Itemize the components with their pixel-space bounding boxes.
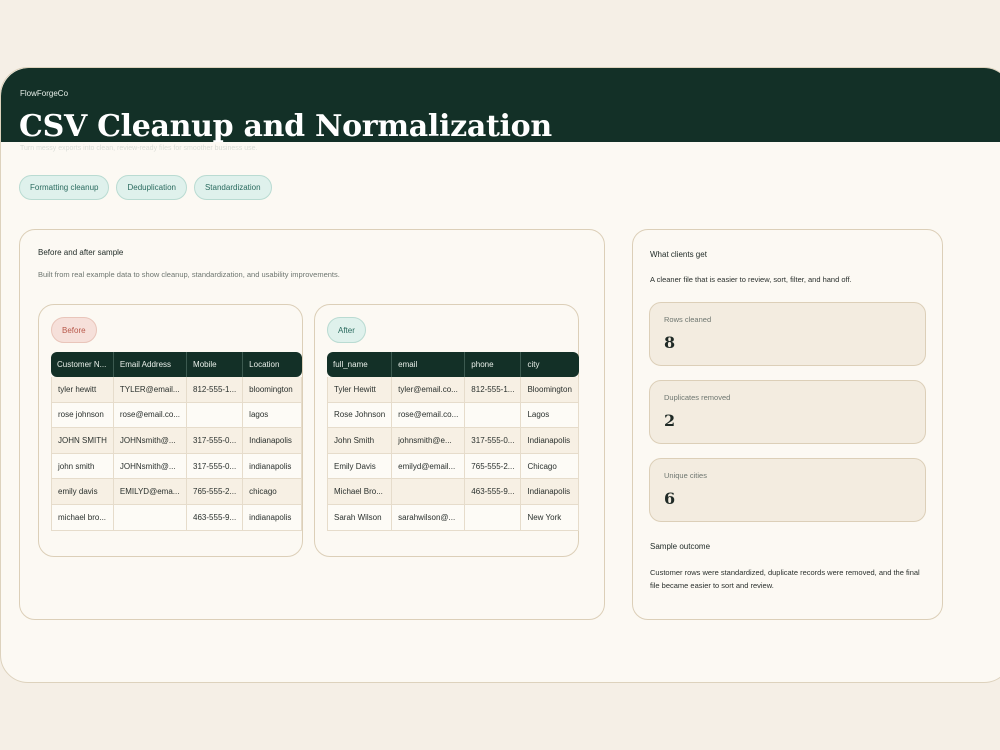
sample-card <box>19 229 605 620</box>
table-cell <box>392 479 465 505</box>
column-header[interactable]: Email Address <box>114 352 187 377</box>
stat-label: Unique cities <box>664 471 707 480</box>
table-cell <box>465 403 521 429</box>
outcome-title: Sample outcome <box>650 542 711 551</box>
table-cell: rose@email.co... <box>392 403 465 429</box>
table-cell: rose johnson <box>51 403 114 429</box>
table-cell: TYLER@email... <box>114 377 187 403</box>
table-cell: Rose Johnson <box>327 403 392 429</box>
table-row <box>327 505 579 531</box>
column-header[interactable]: phone <box>465 352 521 377</box>
table-row <box>327 479 579 505</box>
table-row <box>327 377 579 403</box>
table-cell: emilyd@email... <box>392 454 465 480</box>
stat-value: 8 <box>664 333 676 352</box>
table-cell: John Smith <box>327 428 392 454</box>
table-cell: sarahwilson@... <box>392 505 465 531</box>
column-header[interactable]: Mobile <box>187 352 243 377</box>
table-cell: tyler@email.co... <box>392 377 465 403</box>
stat-label: Duplicates removed <box>664 393 731 402</box>
table-cell: Tyler Hewitt <box>327 377 392 403</box>
table-cell: EMILYD@ema... <box>114 479 187 505</box>
column-header[interactable]: full_name <box>327 352 392 377</box>
table-cell: Indianapolis <box>243 428 302 454</box>
table-row <box>51 505 302 531</box>
chip-standardization[interactable]: Standardization <box>194 175 272 200</box>
after-badge: After <box>327 317 366 343</box>
table-cell: tyler hewitt <box>51 377 114 403</box>
chip-deduplication[interactable]: Deduplication <box>116 175 186 200</box>
service-chips <box>19 175 272 200</box>
table-cell: 317-555-0... <box>465 428 521 454</box>
table-row <box>51 377 302 403</box>
table-cell: 812-555-1... <box>465 377 521 403</box>
table-cell: emily davis <box>51 479 114 505</box>
column-header[interactable]: Location <box>243 352 302 377</box>
app-shell <box>0 67 1000 683</box>
table-cell: Indianapolis <box>521 479 578 505</box>
table-cell <box>465 505 521 531</box>
brand-name: FlowForgeCo <box>20 89 69 98</box>
table-row <box>327 428 579 454</box>
table-cell: JOHNsmith@... <box>114 454 187 480</box>
table-cell: 463-555-9... <box>187 505 243 531</box>
table-cell: 317-555-0... <box>187 428 243 454</box>
before-panel <box>38 304 303 557</box>
after-table <box>327 352 579 531</box>
stat-value: 6 <box>664 489 676 508</box>
table-cell: 765-555-2... <box>187 479 243 505</box>
sample-title: Before and after sample <box>38 248 124 257</box>
table-cell: rose@email.co... <box>114 403 187 429</box>
table-row <box>51 403 302 429</box>
table-cell: New York <box>521 505 578 531</box>
table-cell: JOHN SMITH <box>51 428 114 454</box>
benefits-title: What clients get <box>650 250 707 259</box>
table-row <box>327 403 579 429</box>
before-badge: Before <box>51 317 97 343</box>
table-cell: 765-555-2... <box>465 454 521 480</box>
table-cell: chicago <box>243 479 302 505</box>
column-header[interactable]: city <box>521 352 578 377</box>
table-cell <box>187 403 243 429</box>
stat-rows-cleaned <box>649 302 926 366</box>
stat-label: Rows cleaned <box>664 315 712 324</box>
before-table <box>51 352 302 531</box>
table-cell: johnsmith@e... <box>392 428 465 454</box>
chip-formatting-cleanup[interactable]: Formatting cleanup <box>19 175 109 200</box>
outcome-text: Customer rows were standardized, duplicate records were removed, and the final file became easier to sort and review. <box>650 568 920 590</box>
client-benefits-card <box>632 229 943 620</box>
table-row <box>327 454 579 480</box>
table-cell: JOHNsmith@... <box>114 428 187 454</box>
sample-subtitle: Built from real example data to show cleanup, standardization, and usability improvements. <box>38 270 340 279</box>
table-cell: bloomington <box>243 377 302 403</box>
table-cell: 317-555-0... <box>187 454 243 480</box>
table-row <box>51 454 302 480</box>
table-cell: Sarah Wilson <box>327 505 392 531</box>
table-header-row <box>51 352 302 377</box>
table-cell: Emily Davis <box>327 454 392 480</box>
table-cell: lagos <box>243 403 302 429</box>
table-cell: 463-555-9... <box>465 479 521 505</box>
column-header[interactable]: Customer N... <box>51 352 114 377</box>
table-cell: john smith <box>51 454 114 480</box>
stat-value: 2 <box>664 411 676 430</box>
page-subtitle: Turn messy exports into clean, review-ready files for smoother business use. <box>20 145 258 152</box>
table-cell: indianapolis <box>243 454 302 480</box>
table-cell: indianapolis <box>243 505 302 531</box>
table-row <box>51 428 302 454</box>
page-title: CSV Cleanup and Normalization <box>19 109 552 144</box>
table-cell: michael bro... <box>51 505 114 531</box>
table-cell: Michael Bro... <box>327 479 392 505</box>
after-panel <box>314 304 579 557</box>
table-header-row <box>327 352 579 377</box>
table-cell: Lagos <box>521 403 578 429</box>
stat-duplicates-removed <box>649 380 926 444</box>
stat-unique-cities <box>649 458 926 522</box>
column-header[interactable]: email <box>392 352 465 377</box>
table-cell: Bloomington <box>521 377 578 403</box>
table-cell <box>114 505 187 531</box>
table-cell: Chicago <box>521 454 578 480</box>
benefits-subtitle: A cleaner file that is easier to review, sort, filter, and hand off. <box>650 275 852 284</box>
table-cell: 812-555-1... <box>187 377 243 403</box>
table-cell: Indianapolis <box>521 428 578 454</box>
table-row <box>51 479 302 505</box>
